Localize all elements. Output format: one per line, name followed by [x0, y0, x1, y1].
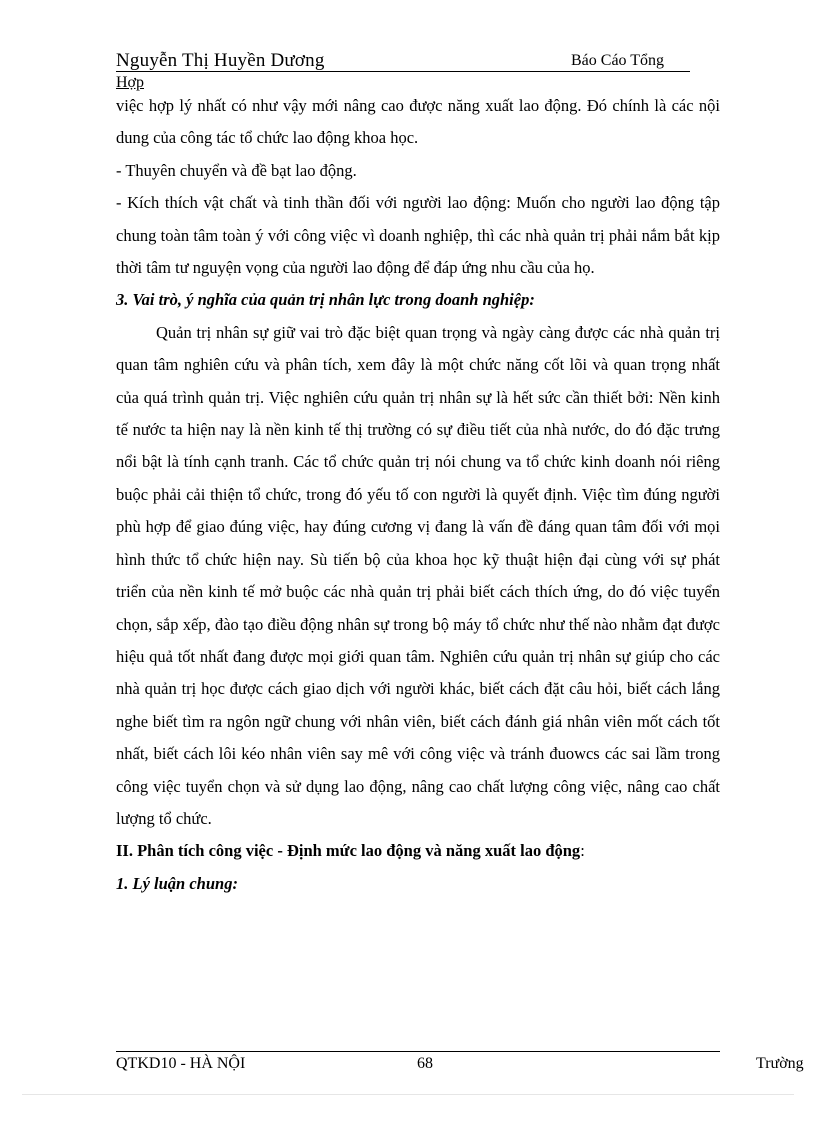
footer-right: Trường	[756, 1055, 804, 1072]
section-heading-II-colon: :	[580, 841, 585, 861]
section-heading-II-text: II. Phân tích công việc - Định mức lao động và năng xuất lao động	[116, 841, 581, 861]
header-author: Nguyễn Thị Huyền Dương	[116, 50, 325, 71]
footer-left: QTKD10 - HÀ NỘI	[116, 1055, 246, 1072]
section-heading-1: 1. Lý luận chung:	[116, 873, 238, 893]
section-heading-II	[116, 835, 720, 867]
main-paragraph: Quản trị nhân sự giữ vai trò đặc biệt quan trọng và ngày càng được các nhà quản trị quan tâm nghiên cứu và phân tích, xem đây là một chức năng cốt lõi và quan trọng nhất của quá trình quản trị. Việc nghiên cứu quản trị nhân sự là hết sức cần thiết bởi: Nền kinh tế nước ta hiện nay là nền kinh tế thị trường có sự điều tiết của nhà nước, do đó đặc trưng nổi bật là tính cạnh tranh. Các tổ chức quản trị nói chung va tổ chức kinh doanh nói riêng buộc phải cải thiện tổ chức, trong đó yếu tố con người là quyết định. Việc tìm đúng người phù hợp để giao đúng việc, hay đúng cương vị đang là vấn đề đáng quan tâm đối với mọi hình thức tổ chức hiện nay. Sù tiến bộ của khoa học kỹ thuật hiện đại cùng với sự phát triển của nền kinh tế mở buộc các nhà quản trị phải biết cách thích ứng, do đó việc tuyển chọn, sắp xếp, đào tạo điều động nhân sự trong bộ máy tổ chức như thế nào nhằm đạt được hiệu quả tốt nhất đang được mọi giới quan tâm. Nghiên cứu quản trị nhân sự giúp cho các nhà quản trị học được cách giao dịch với người khác, biết cách đặt câu hỏi, biết cách lắng nghe biết tìm ra ngôn ngữ chung với nhân viên, biết cách đánh giá nhân viên mốt cách tốt nhất, biết cách lôi kéo nhân viên say mê với công việc và tránh đuowcs các sai lầm trong công việc tuyển chọn và sử dụng lao động, nâng cao chất lượng công việc, nâng cao chất lượng tổ chức.	[116, 322, 720, 828]
header-report-title: Báo Cáo Tổng	[571, 52, 665, 69]
paragraph: việc hợp lý nhất có như vậy mới nâng cao được năng xuất lao động. Đó chính là các nội dung của công tác tổ chức lao động khoa học.	[116, 96, 720, 148]
paragraph: - Thuyên chuyển và đề bạt lao động.	[116, 160, 357, 180]
paragraph: - Kích thích vật chất và tinh thần đối với người lao động: Muốn cho người lao động tập chung toàn tâm toàn ý với công việc vì doanh nghiệp, thì các nhà quản trị phải nắm bắt kịp thời tâm tư nguyện vọng của người lao động để đáp ứng nhu cầu của họ.	[116, 193, 720, 278]
header-rule	[116, 71, 690, 72]
section-heading-3: 3. Vai trò, ý nghĩa của quản trị nhân lực trong doanh nghiệp:	[116, 290, 535, 310]
body-text	[116, 90, 720, 900]
page-bottom-divider	[22, 1094, 794, 1095]
footer-rule	[116, 1051, 720, 1052]
page-number: 68	[417, 1055, 433, 1072]
header-report-title-continued: Hợp	[116, 74, 145, 91]
